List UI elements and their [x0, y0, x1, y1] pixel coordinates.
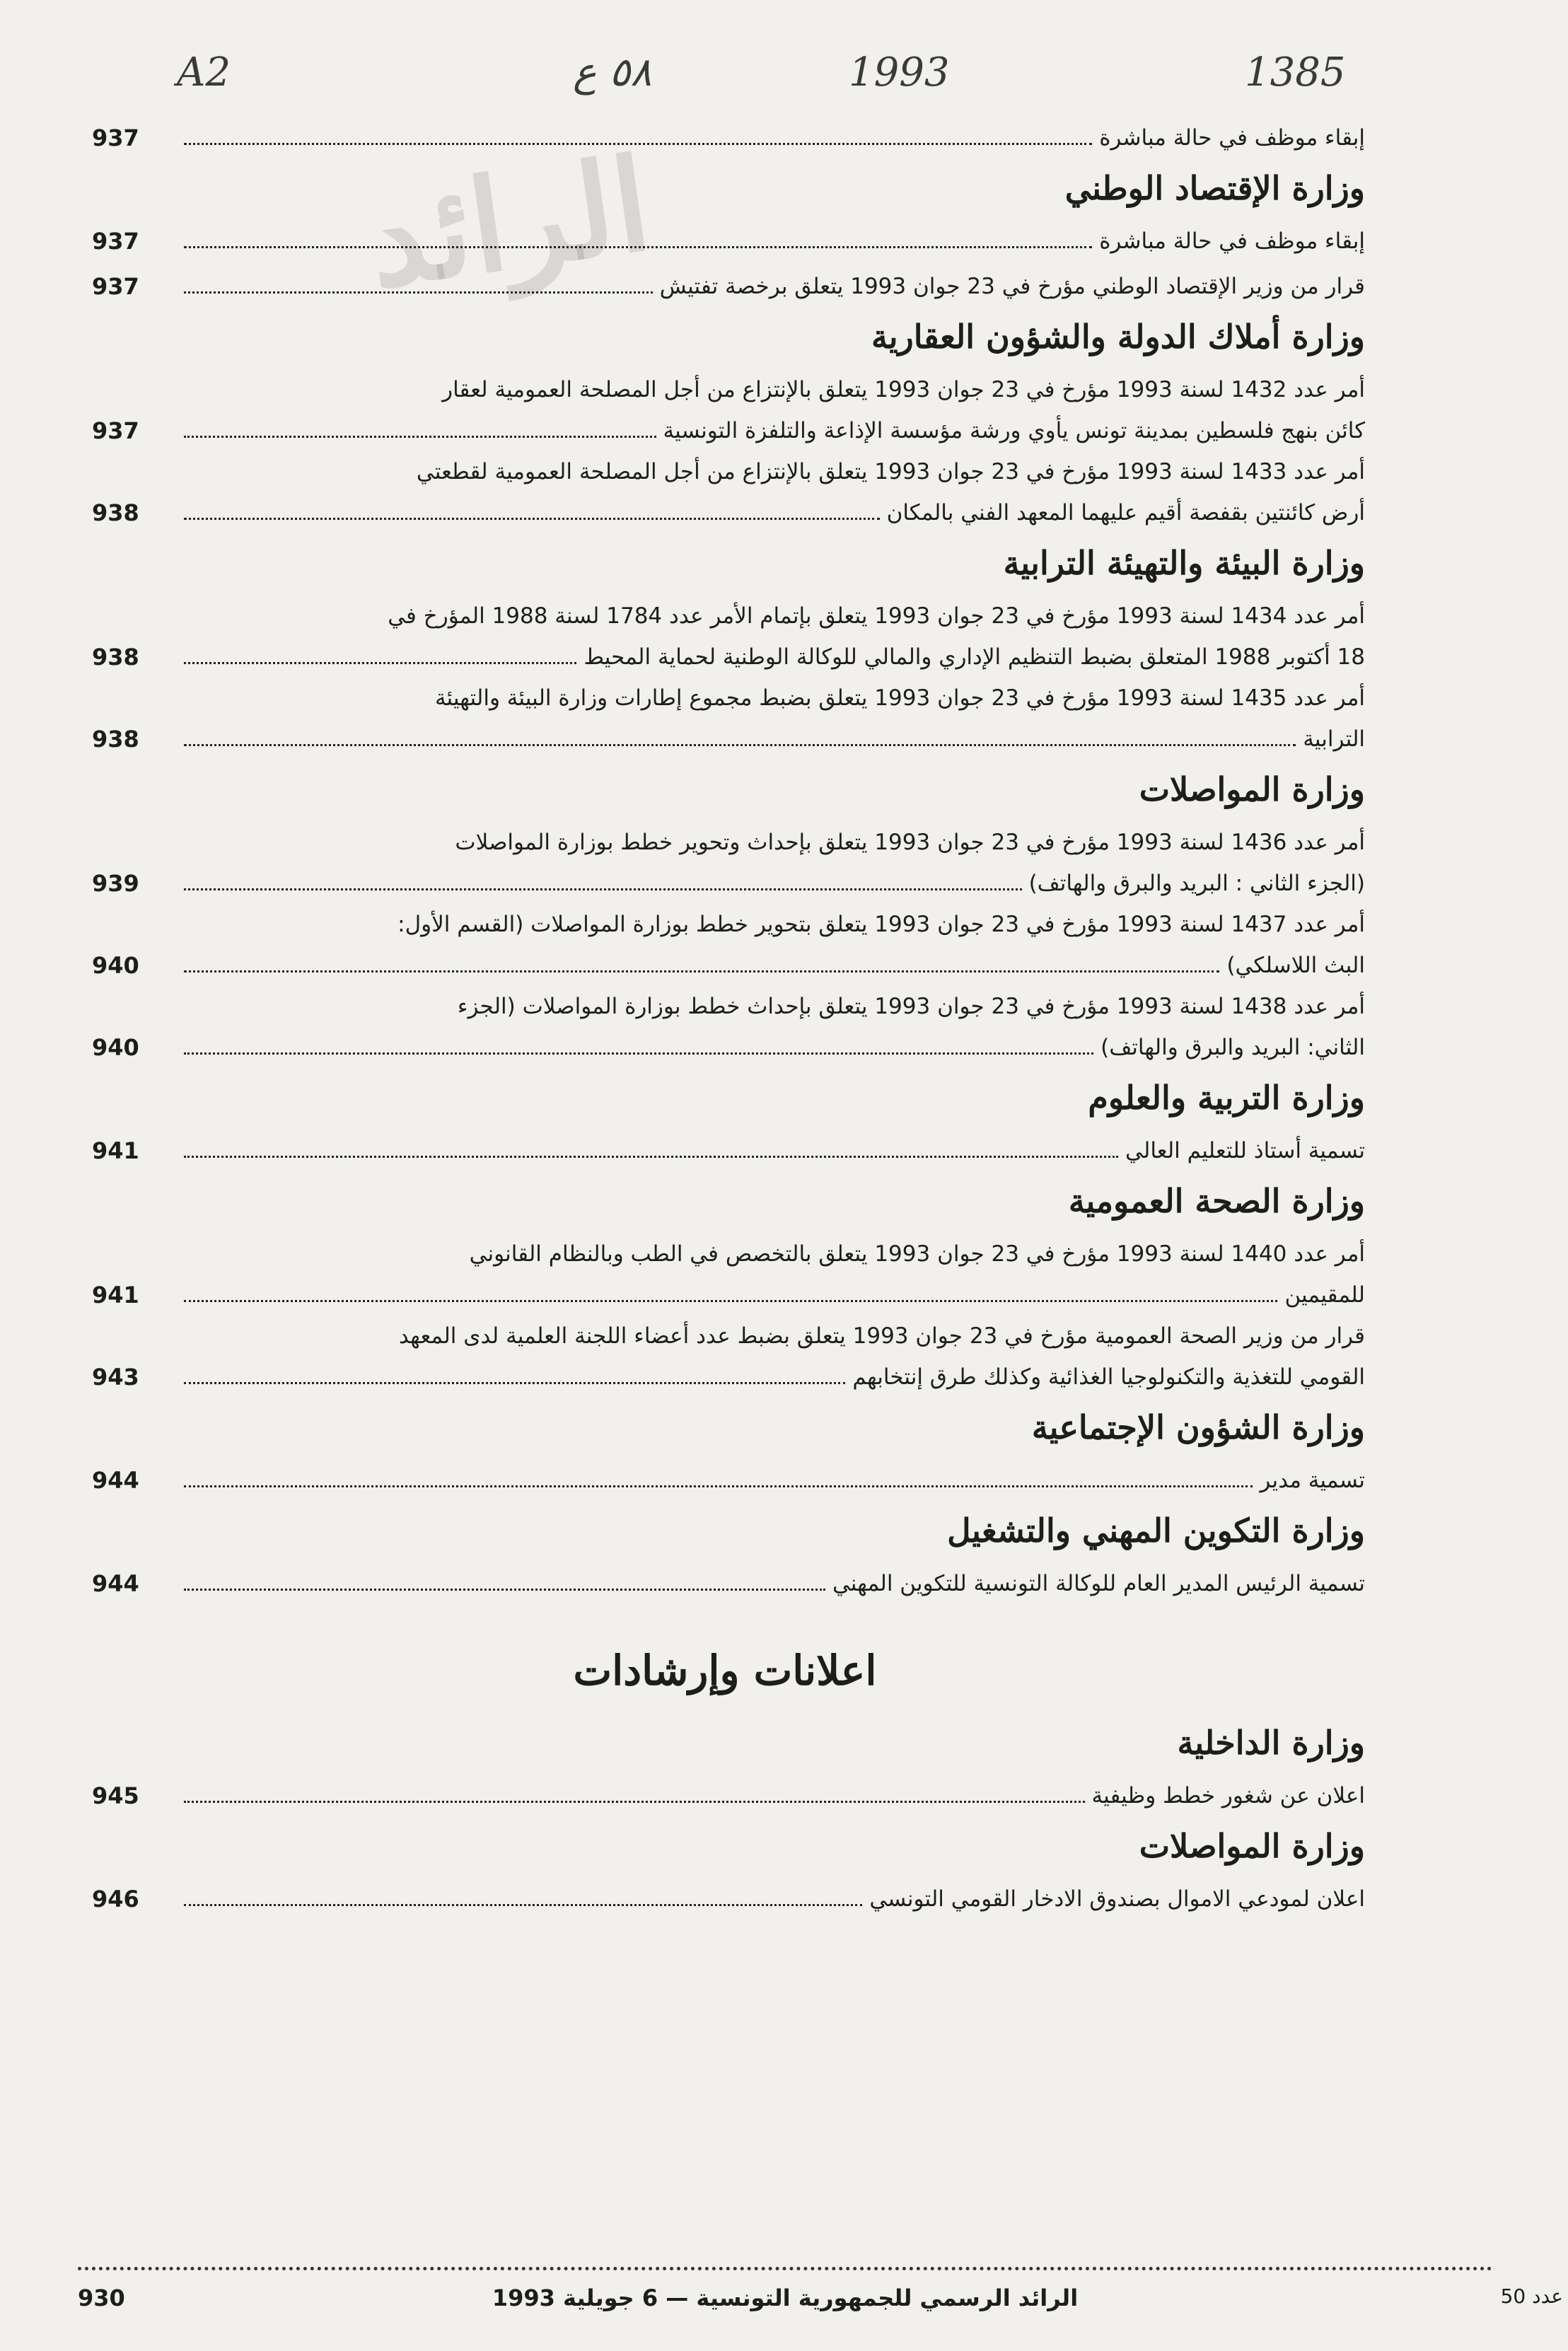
entry-last-line [177, 266, 1365, 307]
entry-line: الثاني: البريد والبرق والهاتف) [1100, 1035, 1365, 1060]
dot-leader [184, 1156, 1118, 1158]
page-footer [78, 2285, 1563, 2327]
entry-line: اعلان لمودعي الاموال بصندوق الادخار القومي التونسي [869, 1886, 1365, 1912]
entry-line: (الجزء الثاني : البريد والبرق والهاتف) [1028, 871, 1365, 896]
toc-entry [85, 1460, 1365, 1501]
entry-page-number: 937 [92, 124, 139, 151]
toc-entry [85, 1130, 1365, 1171]
entry-last-line [177, 1130, 1365, 1171]
entry-text [177, 221, 1365, 262]
entry-line: قرار من وزير الإقتصاد الوطني مؤرخ في 23 جوان 1993 يتعلق برخصة تفتيش [659, 274, 1365, 299]
entry-page-number: 937 [92, 228, 139, 255]
toc-entry [85, 117, 1365, 158]
ministry-heading: وزارة أملاك الدولة والشؤون العقارية [871, 318, 1365, 356]
entry-text [177, 1233, 1365, 1316]
toc-entry [85, 904, 1365, 986]
issue-number: عدد 50 [1500, 2285, 1563, 2308]
table-of-contents [85, 113, 1365, 1924]
ministry-heading: وزارة التكوين المهني والتشغيل [947, 1511, 1365, 1550]
entry-line: أمر عدد 1434 لسنة 1993 مؤرخ في 23 جوان 1993 يتعلق بإتمام الأمر عدد 1784 لسنة 1988 المؤرخ في [388, 603, 1365, 629]
entry-line: 18 أكتوبر 1988 المتعلق بضبط التنظيم الإداري والمالي للوكالة الوطنية لحماية المحيط [583, 644, 1365, 670]
toc-entry [85, 678, 1365, 760]
entry-last-line [177, 719, 1365, 760]
entry-line: أمر عدد 1437 لسنة 1993 مؤرخ في 23 جوان 1993 يتعلق بتحوير خطط بوزارة المواصلات (القسم الأول: [397, 912, 1365, 937]
entry-text [177, 1775, 1365, 1816]
announcements-title: اعلانات وإرشادات [573, 1647, 877, 1695]
entry-line: أمر عدد 1440 لسنة 1993 مؤرخ في 23 جوان 1993 يتعلق بالتخصص في الطب وبالنظام القانوني [469, 1241, 1365, 1267]
ministry-heading: وزارة البيئة والتهيئة الترابية [1003, 544, 1365, 582]
ministry-heading: وزارة المواصلات [1139, 1827, 1365, 1865]
entry-last-line [177, 492, 1365, 533]
entry-last-line [177, 1775, 1365, 1816]
handwritten-note-d: 1385 [1245, 50, 1346, 95]
dot-leader [184, 744, 1296, 746]
entry-page-number: 938 [92, 499, 139, 526]
entry-page-number: 945 [92, 1782, 139, 1809]
toc-entry [85, 369, 1365, 451]
entry-page-number: 938 [92, 644, 139, 671]
toc-entry [85, 451, 1365, 533]
entry-text [177, 678, 1365, 760]
entry-page-number: 943 [92, 1364, 139, 1391]
entry-page-number: 940 [92, 952, 139, 979]
entry-line: كائن بنهج فلسطين بمدينة تونس يأوي ورشة مؤسسة الإذاعة والتلفزة التونسية [663, 418, 1365, 443]
toc-entry [85, 986, 1365, 1068]
entry-page-number: 937 [92, 273, 139, 300]
entry-line: القومي للتغذية والتكنولوجيا الغذائية وكذلك طرق إنتخابهم [852, 1364, 1365, 1390]
dot-leader [184, 1589, 825, 1591]
entry-line: البث اللاسلكي) [1226, 953, 1365, 978]
entry-text [177, 1460, 1365, 1501]
ministry-heading: وزارة المواصلات [1139, 770, 1365, 808]
entry-text [177, 1130, 1365, 1171]
dot-leader [184, 291, 653, 294]
entry-text [177, 986, 1365, 1068]
entry-text [177, 266, 1365, 307]
entry-last-line [177, 945, 1365, 986]
toc-entry [85, 1233, 1365, 1316]
entry-text [177, 904, 1365, 986]
entry-text [177, 369, 1365, 451]
toc-entry [85, 1316, 1365, 1398]
dot-leader [184, 662, 576, 664]
entry-page-number: 941 [92, 1137, 139, 1164]
handwritten-note-c: 1993 [849, 50, 950, 95]
entry-page-number: 941 [92, 1282, 139, 1308]
entry-last-line [177, 1357, 1365, 1398]
dot-leader [184, 970, 1219, 973]
dot-leader [184, 1300, 1277, 1302]
entry-last-line [177, 1275, 1365, 1316]
entry-line: الترابية [1303, 726, 1365, 752]
ministry-heading: وزارة الصحة العمومية [1068, 1182, 1365, 1220]
entry-line: للمقيمين [1284, 1282, 1365, 1308]
entry-line: تسمية أستاذ للتعليم العالي [1125, 1138, 1365, 1163]
dot-leader [184, 1382, 845, 1384]
entry-last-line [177, 410, 1365, 451]
dot-leader [184, 143, 1092, 145]
dot-leader [184, 1485, 1253, 1487]
entry-line: تسمية مدير [1260, 1468, 1365, 1493]
entry-page-number: 939 [92, 870, 139, 897]
entry-line: قرار من وزير الصحة العمومية مؤرخ في 23 جوان 1993 يتعلق بضبط عدد أعضاء اللجنة العلمية لدى المعهد [398, 1323, 1365, 1349]
dot-leader [184, 888, 1022, 890]
handwritten-note-a: A2 [177, 50, 231, 95]
entry-page-number: 937 [92, 417, 139, 444]
entry-last-line [177, 117, 1365, 158]
dot-leader [184, 1801, 1085, 1803]
toc-entry [85, 1879, 1365, 1920]
entry-line: إبقاء موظف في حالة مباشرة [1099, 125, 1365, 151]
entry-line: أمر عدد 1432 لسنة 1993 مؤرخ في 23 جوان 1993 يتعلق بالإنتزاع من أجل المصلحة العمومية لعقار [442, 377, 1365, 402]
entry-line: أمر عدد 1436 لسنة 1993 مؤرخ في 23 جوان 1993 يتعلق بإحداث وتحوير خطط بوزارة المواصلات [455, 830, 1365, 855]
entry-page-number: 940 [92, 1034, 139, 1061]
entry-line: اعلان عن شغور خطط وظيفية [1091, 1783, 1365, 1809]
dot-leader [184, 246, 1092, 248]
entry-text [177, 1563, 1365, 1604]
entry-last-line [177, 1563, 1365, 1604]
entry-text [177, 451, 1365, 533]
entry-line: تسمية الرئيس المدير العام للوكالة التونسية للتكوين المهني [832, 1571, 1365, 1596]
dot-leader [184, 1904, 862, 1906]
entry-text [177, 1879, 1365, 1920]
entry-line: أمر عدد 1435 لسنة 1993 مؤرخ في 23 جوان 1993 يتعلق بضبط مجموع إطارات وزارة البيئة والتهيئة [434, 685, 1365, 711]
toc-entry [85, 596, 1365, 678]
dot-leader [184, 1052, 1093, 1055]
ministry-heading: وزارة التربية والعلوم [1088, 1079, 1365, 1117]
toc-entry [85, 822, 1365, 904]
entry-text [177, 117, 1365, 158]
entry-last-line [177, 221, 1365, 262]
entry-last-line [177, 863, 1365, 904]
handwritten-note-b: ٥٨ ع [573, 50, 652, 95]
entry-text [177, 1316, 1365, 1398]
entry-page-number: 944 [92, 1467, 139, 1494]
entry-page-number: 946 [92, 1886, 139, 1912]
ministry-heading: وزارة الإقتصاد الوطني [1064, 169, 1365, 207]
dot-leader [184, 518, 880, 520]
entry-page-number: 938 [92, 726, 139, 753]
entry-text [177, 822, 1365, 904]
entry-last-line [177, 637, 1365, 678]
ministry-heading: وزارة الشؤون الإجتماعية [1031, 1408, 1365, 1446]
footer-divider [78, 2267, 1492, 2270]
bleed-through-watermark: الرائد [359, 129, 659, 317]
entry-text [177, 596, 1365, 678]
dot-leader [184, 436, 656, 438]
ministry-heading: وزارة الداخلية [1177, 1724, 1365, 1762]
entry-line: أرض كائنتين بقفصة أقيم عليهما المعهد الفني بالمكان [886, 500, 1365, 526]
entry-last-line [177, 1460, 1365, 1501]
entry-line: أمر عدد 1438 لسنة 1993 مؤرخ في 23 جوان 1993 يتعلق بإحداث خطط بوزارة المواصلات (الجزء [457, 994, 1365, 1019]
toc-entry [85, 1563, 1365, 1604]
page-number: 930 [78, 2285, 125, 2311]
toc-entry [85, 266, 1365, 307]
gazette-title: الرائد الرسمي للجمهورية التونسية — 6 جويلية 1993 [492, 2285, 1079, 2311]
entry-line: إبقاء موظف في حالة مباشرة [1099, 228, 1365, 254]
entry-last-line [177, 1027, 1365, 1068]
toc-entry [85, 221, 1365, 262]
entry-page-number: 944 [92, 1570, 139, 1597]
entry-line: أمر عدد 1433 لسنة 1993 مؤرخ في 23 جوان 1993 يتعلق بالإنتزاع من أجل المصلحة العمومية لقطعتي [416, 459, 1365, 484]
toc-entry [85, 1775, 1365, 1816]
entry-last-line [177, 1879, 1365, 1920]
